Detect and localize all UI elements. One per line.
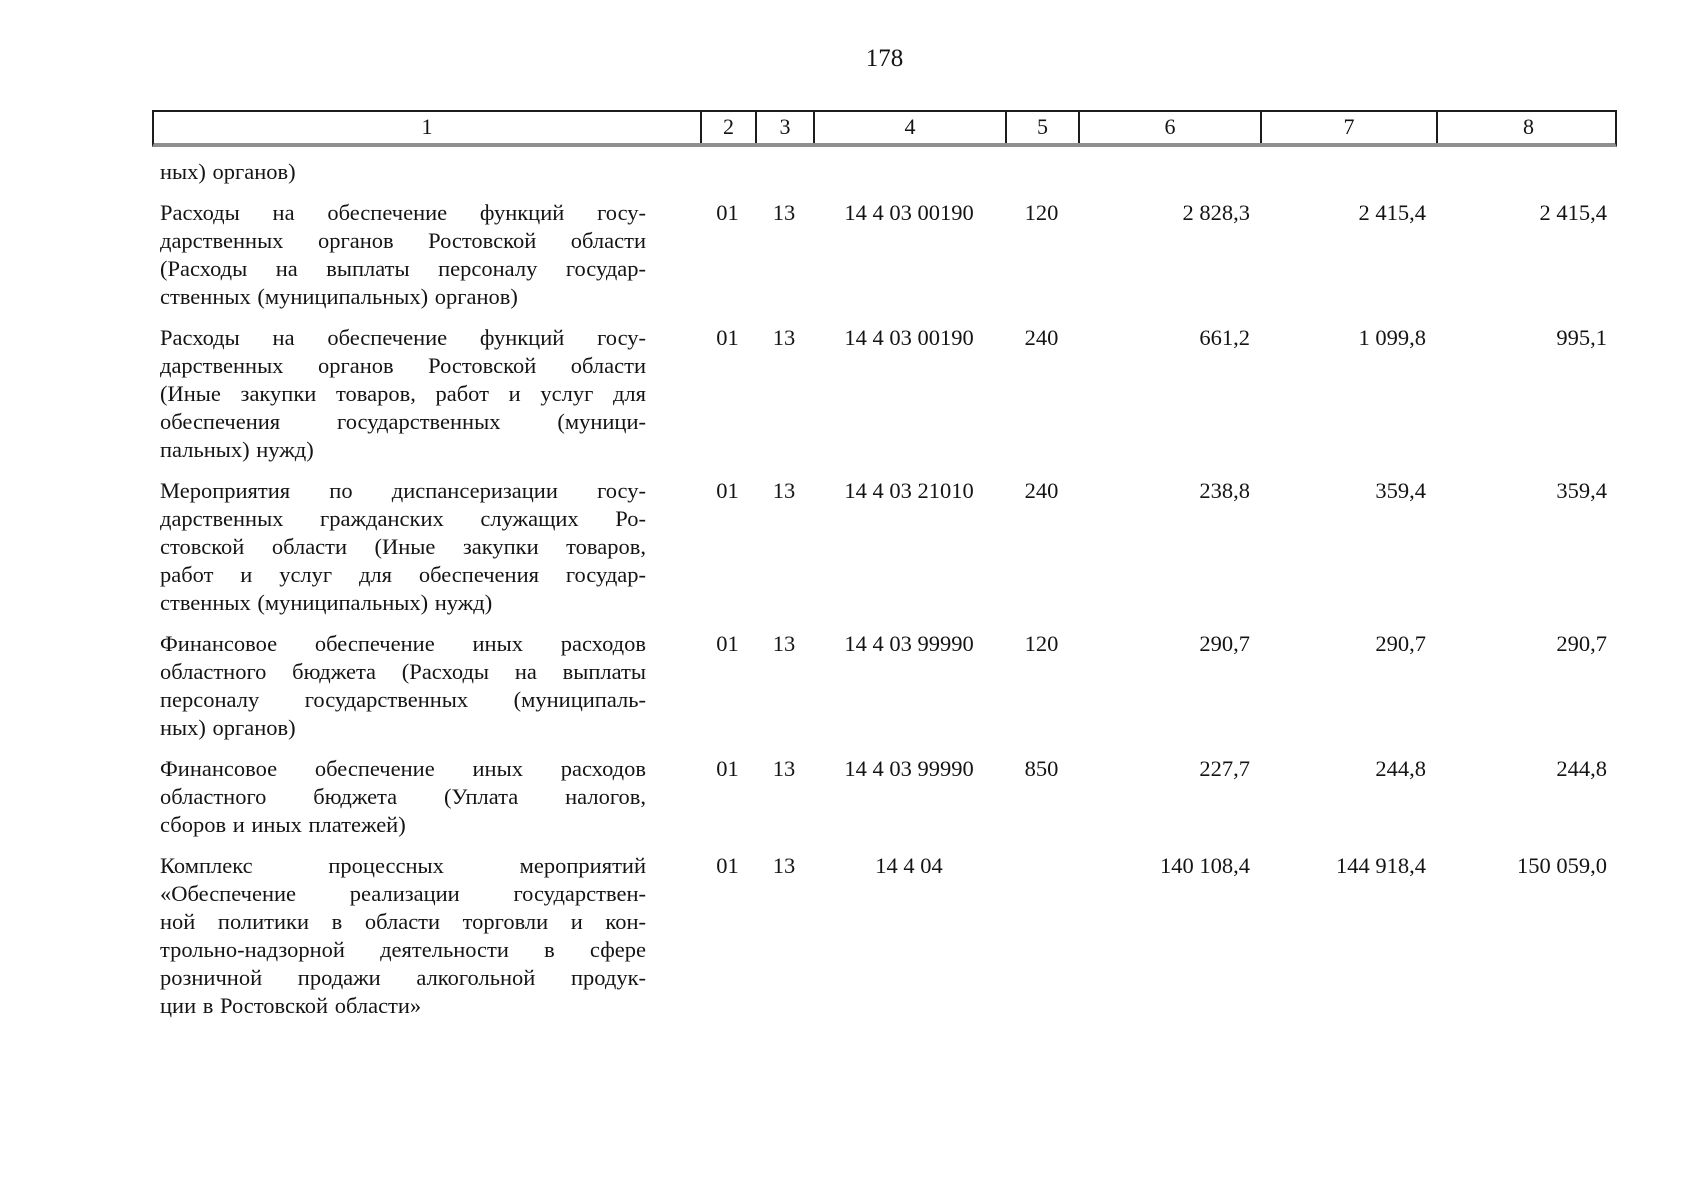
cell-col-6: 661,2 [1199, 325, 1250, 350]
header-col-2: 2 [702, 112, 757, 143]
row-description [152, 755, 700, 839]
table-row [152, 852, 1617, 1020]
description-line: ции в Ростовской области» [160, 993, 422, 1018]
cell-col-8: 150 059,0 [1517, 853, 1607, 878]
cell-col-8: 995,1 [1556, 325, 1607, 350]
cell-col-2: 01 [716, 631, 739, 656]
cell-col-2: 01 [716, 756, 739, 781]
description-line: областного бюджета (Расходы на выплаты [160, 659, 646, 684]
description-line: дарственных органов Ростовской области [160, 228, 646, 253]
row-description [152, 324, 700, 464]
cell-col-5: 240 [1024, 478, 1059, 503]
cell-col-5: 120 [1024, 200, 1059, 225]
header-col-3: 3 [757, 112, 815, 143]
cell-col-4: 14 4 03 21010 [844, 478, 974, 503]
description-line: Финансовое обеспечение иных расходов [160, 631, 646, 656]
table-row [152, 755, 1617, 839]
description-line: Мероприятия по диспансеризации госу- [160, 478, 646, 503]
cell-col-7: 244,8 [1375, 756, 1426, 781]
cell-col-8: 290,7 [1556, 631, 1607, 656]
row-description [152, 158, 700, 186]
table-header-row [152, 110, 1617, 147]
cell-col-8 [1436, 158, 1617, 186]
cell-col-5: 850 [1024, 756, 1059, 781]
description-line: ственных (муниципальных) органов) [160, 284, 518, 309]
cell-col-6: 290,7 [1199, 631, 1250, 656]
cell-col-7 [1260, 158, 1436, 186]
cell-col-6: 238,8 [1199, 478, 1250, 503]
cell-col-3: 13 [772, 631, 796, 656]
cell-col-2: 01 [716, 853, 739, 878]
description-line: ной политики в области торговли и кон- [160, 909, 646, 934]
header-col-5: 5 [1007, 112, 1080, 143]
cell-col-6: 140 108,4 [1160, 853, 1250, 878]
cell-col-6: 227,7 [1199, 756, 1250, 781]
cell-col-8: 359,4 [1556, 478, 1607, 503]
description-line: розничной продажи алкогольной продук- [160, 965, 646, 990]
cell-col-6 [1078, 158, 1260, 186]
cell-col-2 [700, 158, 755, 186]
description-line: персоналу государственных (муниципаль- [160, 687, 646, 712]
row-description [152, 852, 700, 1020]
header-col-8: 8 [1523, 114, 1534, 139]
cell-col-7: 1 099,8 [1358, 325, 1426, 350]
cell-col-3: 13 [772, 756, 796, 781]
header-col-6: 6 [1080, 112, 1262, 143]
cell-col-2: 01 [716, 325, 739, 350]
cell-col-4: 14 4 03 00190 [844, 325, 974, 350]
description-line: ных) органов) [160, 159, 296, 184]
description-line: дарственных гражданских служащих Ро- [160, 506, 646, 531]
description-line: Расходы на обеспечение функций госу- [160, 200, 646, 225]
cell-col-7: 290,7 [1375, 631, 1426, 656]
cell-col-8: 2 415,4 [1539, 200, 1607, 225]
header-col-1: 1 [154, 112, 702, 143]
cell-col-3: 13 [772, 200, 796, 225]
cell-col-3: 13 [772, 325, 796, 350]
cell-col-4 [813, 158, 1005, 186]
cell-col-4: 14 4 03 00190 [844, 200, 974, 225]
cell-col-5 [1005, 852, 1078, 1020]
description-line: «Обеспечение реализации государствен- [160, 881, 646, 906]
page-number: 178 [865, 45, 904, 72]
cell-col-7: 359,4 [1375, 478, 1426, 503]
description-line: областного бюджета (Уплата налогов, [160, 784, 646, 809]
table-row [152, 630, 1617, 742]
cell-col-5 [1005, 158, 1078, 186]
description-line: Комплекс процессных мероприятий [160, 853, 646, 878]
description-line: работ и услуг для обеспечения государ- [160, 562, 646, 587]
cell-col-5: 240 [1024, 325, 1059, 350]
row-description [152, 477, 700, 617]
description-line: (Расходы на выплаты персоналу государ- [160, 256, 646, 281]
description-line: Расходы на обеспечение функций госу- [160, 325, 646, 350]
description-line: (Иные закупки товаров, работ и услуг для [160, 381, 646, 406]
cell-col-4: 14 4 04 [875, 853, 943, 878]
table-body [152, 158, 1617, 1020]
description-line: ных) органов) [160, 715, 296, 740]
description-line: ственных (муниципальных) нужд) [160, 590, 493, 615]
table-row [152, 199, 1617, 311]
cell-col-7: 144 918,4 [1336, 853, 1426, 878]
row-description [152, 199, 700, 311]
cell-col-2: 01 [716, 478, 739, 503]
description-line: трольно-надзорной деятельности в сфере [160, 937, 646, 962]
cell-col-3: 13 [772, 478, 796, 503]
table-row [152, 158, 1617, 186]
description-line: сборов и иных платежей) [160, 812, 406, 837]
table-row [152, 477, 1617, 617]
cell-col-3: 13 [772, 853, 796, 878]
table-row [152, 324, 1617, 464]
cell-col-5: 120 [1024, 631, 1059, 656]
cell-col-2: 01 [716, 200, 739, 225]
description-line: стовской области (Иные закупки товаров, [160, 534, 646, 559]
cell-col-7: 2 415,4 [1358, 200, 1426, 225]
header-col-7: 7 [1262, 112, 1438, 143]
description-line: дарственных органов Ростовской области [160, 353, 646, 378]
cell-col-8: 244,8 [1556, 756, 1607, 781]
cell-col-4: 14 4 03 99990 [844, 631, 974, 656]
cell-col-6: 2 828,3 [1182, 200, 1250, 225]
description-line: пальных) нужд) [160, 437, 314, 462]
cell-col-4: 14 4 03 99990 [844, 756, 974, 781]
description-line: обеспечения государственных (муници- [160, 409, 646, 434]
header-col-4: 4 [815, 112, 1007, 143]
cell-col-3 [755, 158, 813, 186]
budget-table-continuation [152, 110, 1617, 1020]
row-description [152, 630, 700, 742]
description-line: Финансовое обеспечение иных расходов [160, 756, 646, 781]
